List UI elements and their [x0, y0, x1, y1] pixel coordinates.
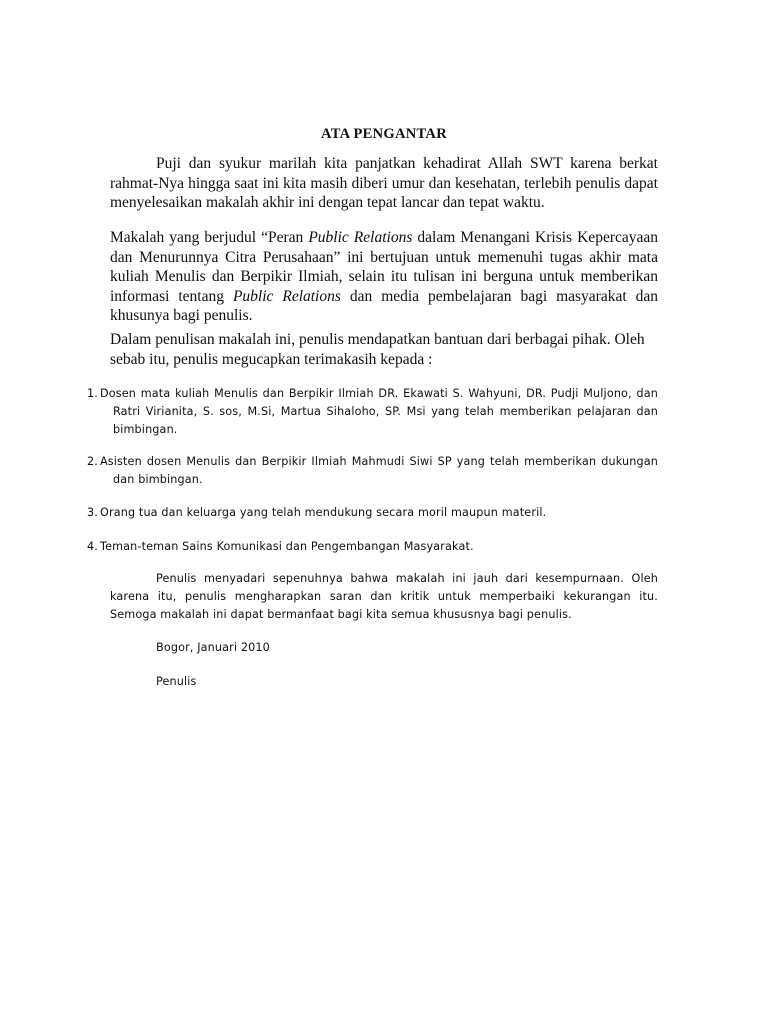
page-title: ATA PENGANTAR — [321, 126, 447, 142]
list-item-text: Dosen mata kuliah Menulis dan Berpikir Ilmiah DR. Ekawati S. Wahyuni, DR. Pudji Muljono, dan Ratri Virianita, S. sos, M.Si, Martua Sihaloho, SP. Msi yang telah memberikan pelajaran dan bimbingan. — [100, 387, 658, 436]
list-item — [87, 385, 658, 439]
list-item-text: Asisten dosen Menulis dan Berpikir Ilmiah Mahmudi Siwi SP yang telah memberikan dukungan dan bimbingan. — [100, 455, 658, 486]
list-item-text: Teman-teman Sains Komunikasi dan Pengembangan Masyarakat. — [100, 540, 474, 553]
list-item-number: 1. — [87, 387, 98, 400]
list-item — [87, 504, 658, 522]
purpose-paragraph — [110, 228, 658, 326]
purpose-italic-term-2: Public Relations — [232, 287, 341, 305]
signer-name: Penulis — [156, 675, 197, 688]
purpose-text-3: dan media pembelajaran bagi masyarakat dan khusunya bagi penulis. — [110, 287, 658, 324]
list-item — [87, 538, 658, 556]
list-item-text: Orang tua dan keluarga yang telah mendukung secara moril maupun materil. — [100, 506, 547, 519]
thanks-intro-paragraph: Dalam penulisan makalah ini, penulis mendapatkan bantuan dari berbagai pihak. Oleh sebab itu, penulis megucapkan terimakasih kepada : — [110, 331, 645, 368]
list-item-number: 2. — [87, 455, 98, 468]
purpose-italic-term-1: Public Relations — [308, 229, 413, 246]
purpose-text-2: dalam Menangani Krisis Kepercayaan dan Menurunnya Citra Perusahaan” ini bertujuan untuk memenuhi tugas akhir mata kuliah Menulis dan Berpikir Ilmiah, selain itu tulisan ini berguna untuk memberikan informasi tentang — [110, 229, 658, 305]
list-item — [87, 453, 658, 489]
intro-paragraph: Puji dan syukur marilah kita panjatkan kehadirat Allah SWT karena berkat rahmat-Nya hingga saat ini kita masih diberi umur dan kesehatan, terlebih penulis dapat menyelesaikan makalah akhir ini dengan tepat lancar dan tepat waktu. — [110, 155, 658, 211]
purpose-text-1: Makalah yang berjudul “Peran — [110, 229, 309, 246]
list-item-number: 4. — [87, 540, 98, 553]
place-date: Bogor, Januari 2010 — [156, 641, 270, 654]
closing-paragraph: Penulis menyadari sepenuhnya bahwa makalah ini jauh dari kesempurnaan. Oleh karena itu, penulis mengharapkan saran dan kritik untuk memperbaiki kekurangan itu. Semoga makalah ini dapat bermanfaat bagi kita semua khususnya bagi penulis. — [110, 572, 658, 621]
list-item-number: 3. — [87, 506, 98, 519]
